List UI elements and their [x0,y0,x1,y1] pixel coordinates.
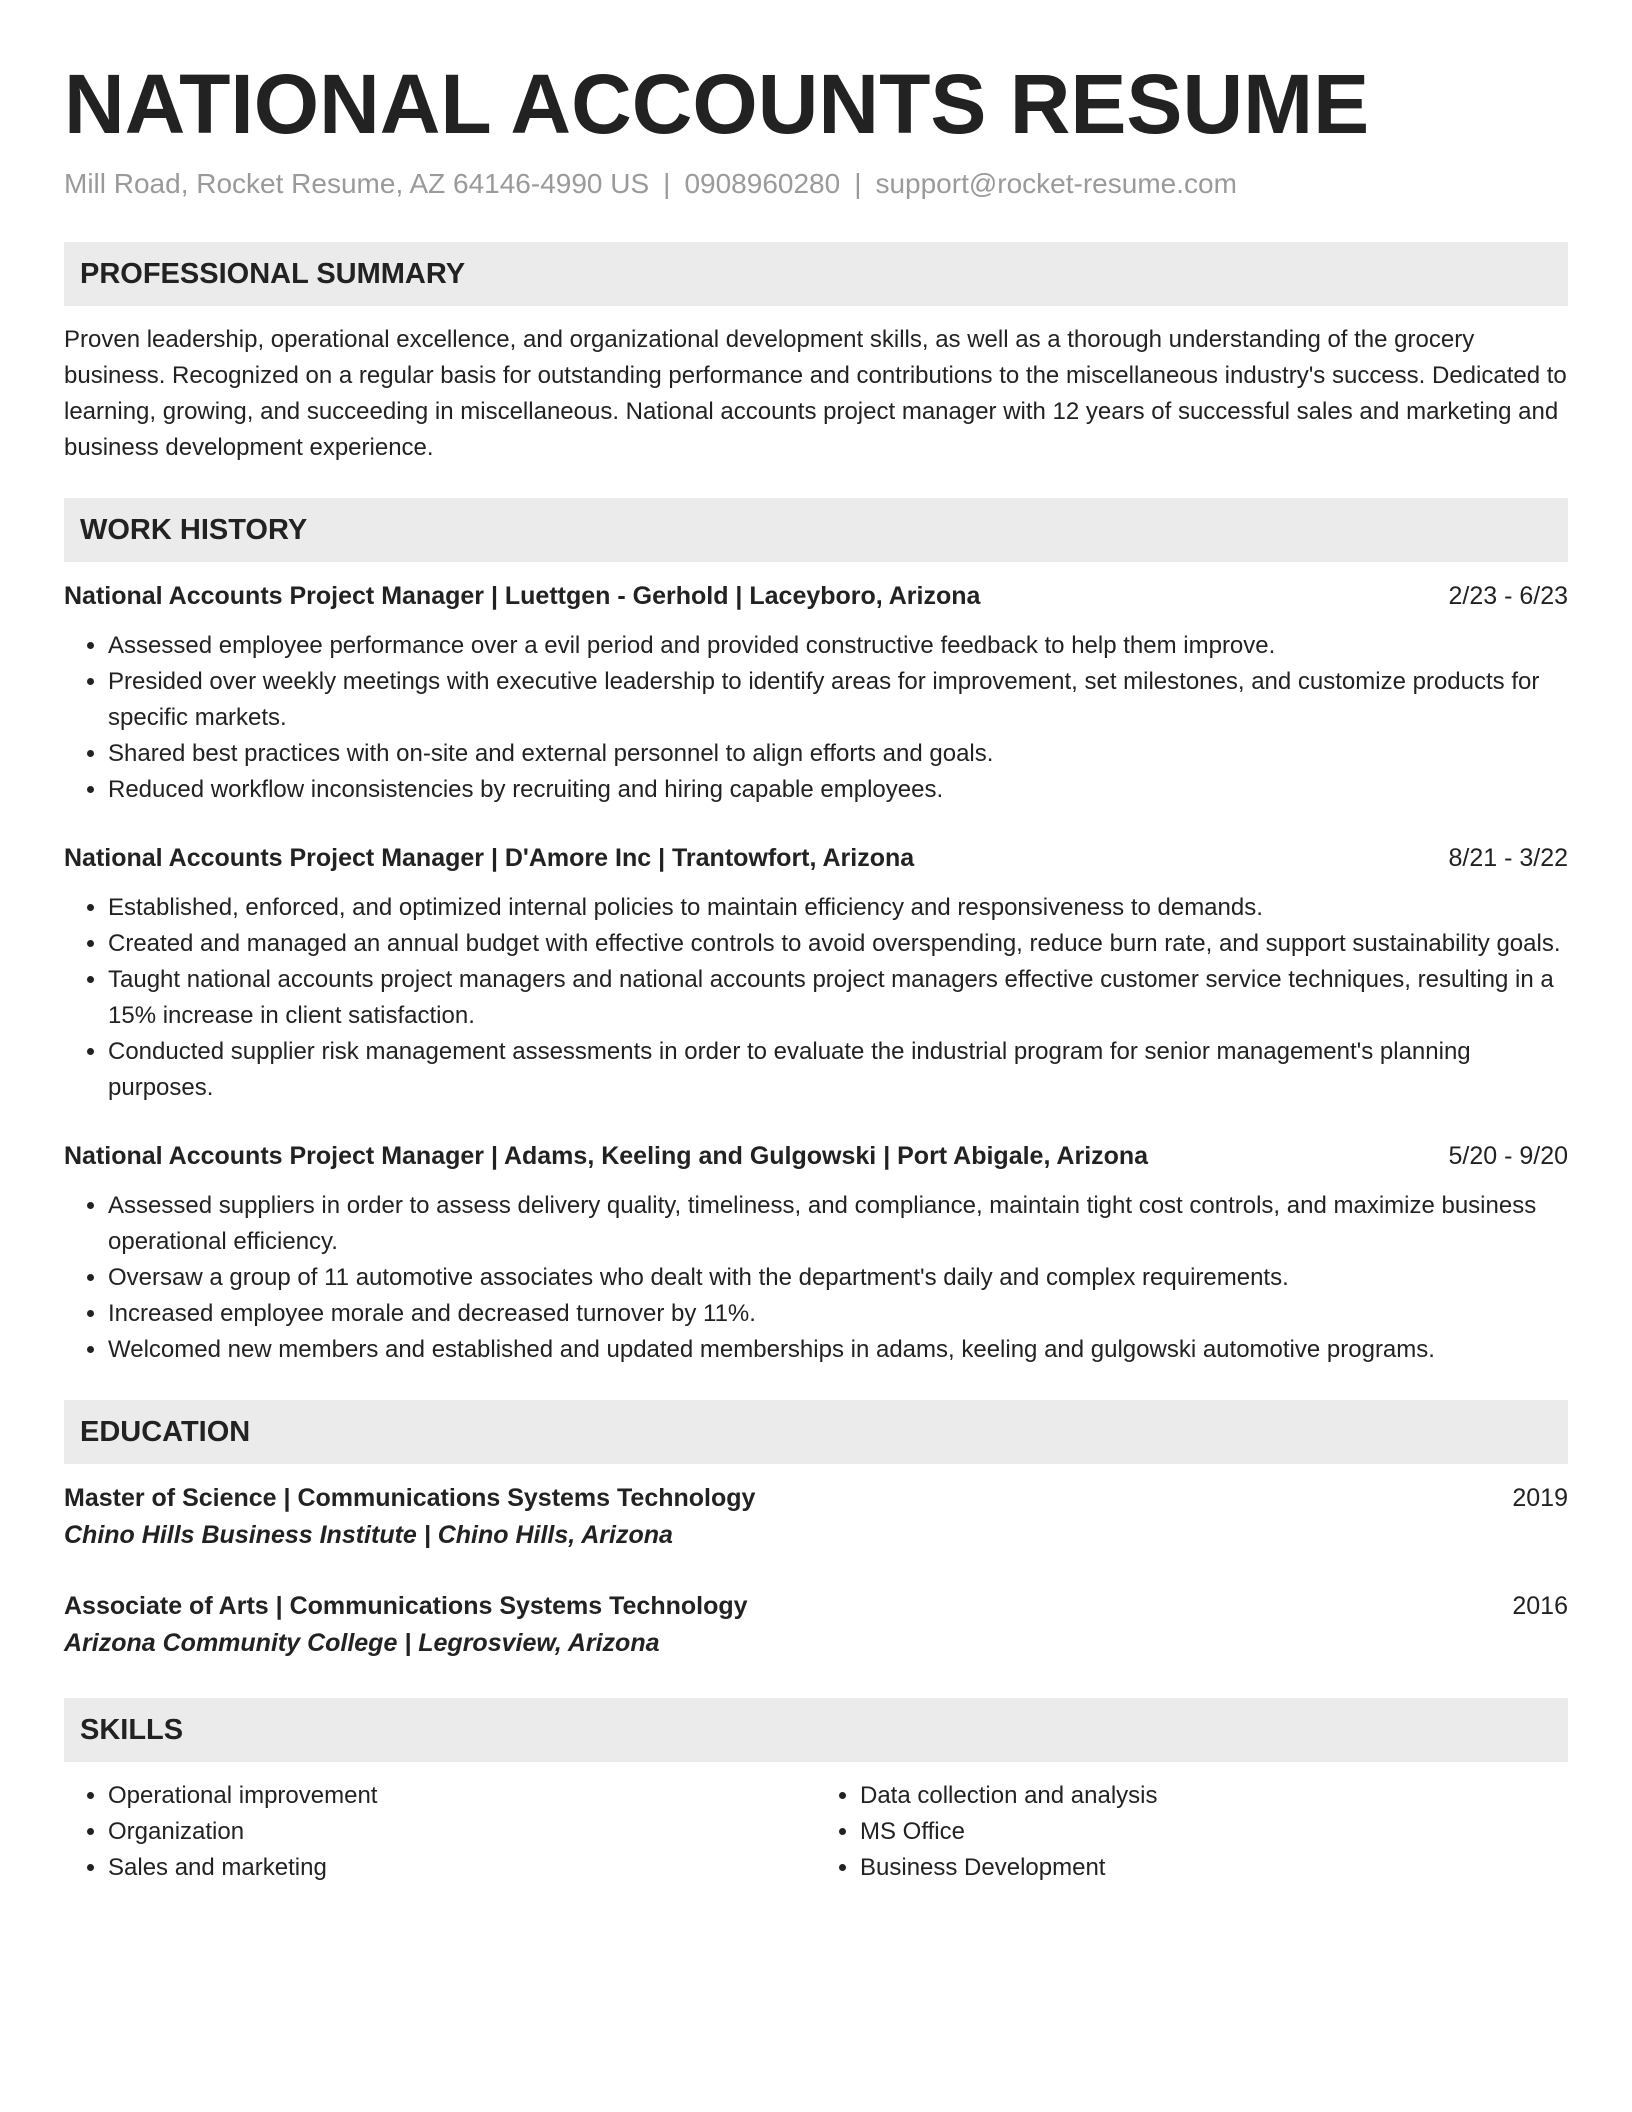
job-date: 2/23 - 6/23 [1448,582,1568,610]
skills-column-left [64,1778,816,1886]
job-bullet: • Oversaw a group of 11 automotive associates who dealt with the department's daily and complex requirements. [108,1260,1568,1296]
job-date: 8/21 - 3/22 [1448,844,1568,872]
section-header-education: EDUCATION [64,1400,1568,1464]
job-bullet: • Established, enforced, and optimized internal policies to maintain efficiency and responsiveness to demands. [108,890,1568,926]
education-header [64,1480,1568,1516]
job-header [64,1138,1568,1174]
job-date: 5/20 - 9/20 [1448,1142,1568,1170]
education-degree: Associate of Arts | Communications Systems Technology [64,1592,748,1620]
job-bullet: • Welcomed new members and established and updated memberships in adams, keeling and gulgowski automotive programs. [108,1332,1568,1368]
job-bullets [64,890,1568,1106]
contact-phone: 0908960280 [684,168,841,199]
contact-address: Mill Road, Rocket Resume, AZ 64146-4990 US [64,168,650,199]
skills-column-right [816,1778,1568,1886]
summary-text: Proven leadership, operational excellence, and organizational development skills, as well as a thorough understanding of the grocery business. Recognized on a regular basis for outstanding performance and contributions to the miscellaneous industry's success. Dedicated to learning, growing, and succeeding in miscellaneous. National accounts project manager with 12 years of successful sales and marketing and business development experience. [64,326,1567,461]
job-bullet: • Taught national accounts project managers and national accounts project managers effective customer service techniques, resulting in a 15% increase in client satisfaction. [108,962,1568,1034]
job-bullet: • Shared best practices with on-site and external personnel to align efforts and goals. [108,736,1568,772]
skill-item: • Operational improvement [108,1778,816,1814]
job-bullet: • Reduced workflow inconsistencies by recruiting and hiring capable employees. [108,772,1568,808]
education-year: 2016 [1512,1592,1568,1620]
skill-item: • MS Office [860,1814,1568,1850]
education-header [64,1588,1568,1624]
job-header [64,578,1568,614]
job-bullet: • Assessed employee performance over a evil period and provided constructive feedback to help them improve. [108,628,1568,664]
job-entry [64,578,1568,808]
job-title: National Accounts Project Manager | Luettgen - Gerhold | Laceyboro, Arizona [64,582,981,610]
job-bullet: • Presided over weekly meetings with executive leadership to identify areas for improvement, set milestones, and customize products for specific markets. [108,664,1568,736]
contact-email: support@rocket-resume.com [875,168,1237,199]
job-bullets [64,628,1568,808]
contact-line [64,166,1568,202]
resume-title: NATIONAL ACCOUNTS RESUME [64,57,1370,151]
section-header-summary: PROFESSIONAL SUMMARY [64,242,1568,306]
skill-item: • Organization [108,1814,816,1850]
contact-separator: | [663,168,671,199]
job-bullet: • Assessed suppliers in order to assess delivery quality, timeliness, and compliance, maintain tight cost controls, and maximize business operational efficiency. [108,1188,1568,1260]
resume-page [64,0,1568,1886]
education-school: Arizona Community College | Legrosview, Arizona [64,1629,660,1657]
section-header-skills: SKILLS [64,1698,1568,1762]
contact-separator: | [854,168,862,199]
job-entry [64,840,1568,1106]
education-year: 2019 [1512,1484,1568,1512]
education-entry [64,1480,1568,1554]
job-bullets [64,1188,1568,1368]
job-header [64,840,1568,876]
job-bullet: • Conducted supplier risk management assessments in order to evaluate the industrial program for senior management's planning purposes. [108,1034,1568,1106]
job-entry [64,1138,1568,1368]
job-bullet: • Increased employee morale and decreased turnover by 11%. [108,1296,1568,1332]
job-bullet: • Created and managed an annual budget with effective controls to avoid overspending, reduce burn rate, and support sustainability goals. [108,926,1568,962]
education-entry [64,1588,1568,1662]
job-title: National Accounts Project Manager | D'Amore Inc | Trantowfort, Arizona [64,844,915,872]
skills-list [64,1778,1568,1886]
skill-item: • Data collection and analysis [860,1778,1568,1814]
section-header-work-history: WORK HISTORY [64,498,1568,562]
education-degree: Master of Science | Communications Systems Technology [64,1484,756,1512]
job-title: National Accounts Project Manager | Adams, Keeling and Gulgowski | Port Abigale, Arizona [64,1142,1149,1170]
education-school: Chino Hills Business Institute | Chino Hills, Arizona [64,1521,673,1549]
skill-item: • Business Development [860,1850,1568,1886]
skill-item: • Sales and marketing [108,1850,816,1886]
